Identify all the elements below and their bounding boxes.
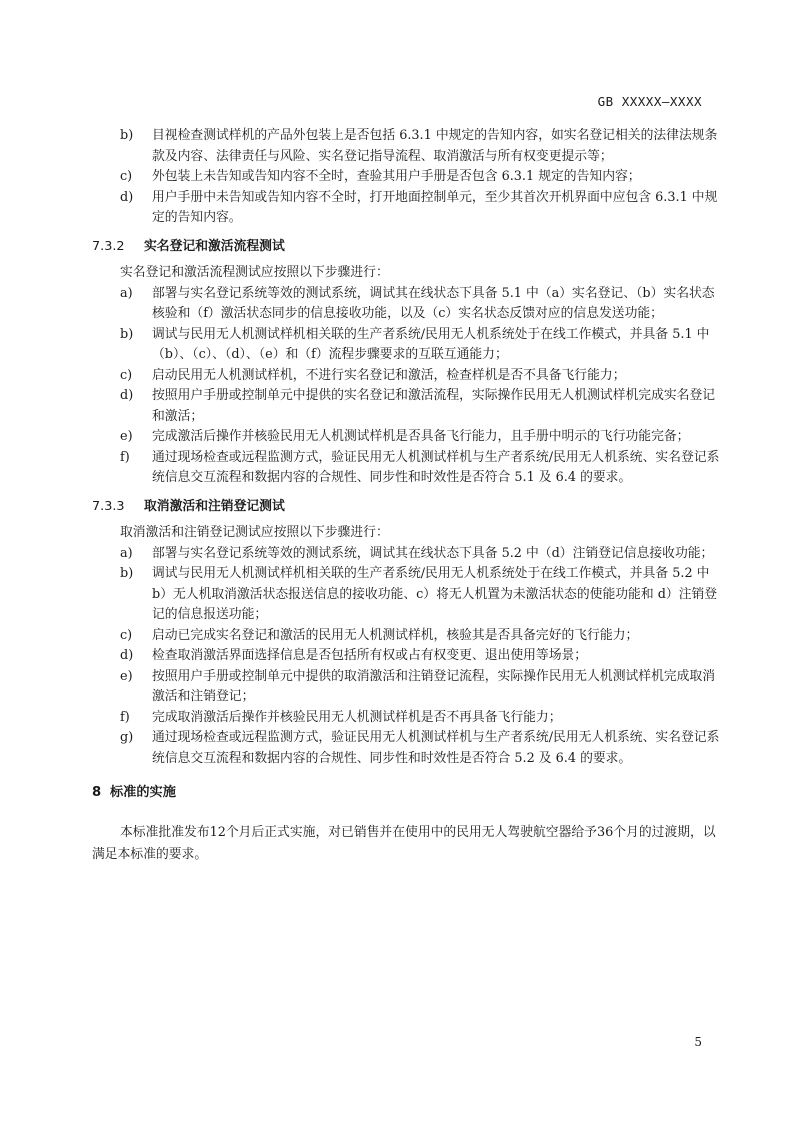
list-item-text: 通过现场检查或远程监测方式，验证民用无人机测试样机与生产者系统/民用无人机系统、实名登记系统信息交互流程和数据内容的合规性、同步性和时效性是否符合 5.1 及 6.4 的要求。 [152,449,720,485]
section-number: 7.3.2 [92,238,125,254]
list-item [92,448,722,489]
list-item [92,386,722,427]
list-item-text: 目视检查测试样机的产品外包装上是否包括 6.3.1 中规定的告知内容，如实名登记相关的法律法规条款及内容、法律责任与风险、实名登记指导流程、取消激活与所有权变更提示等； [152,128,718,164]
list-item-text: 外包装上未告知或告知内容不全时，查验其用户手册是否包含 6.3.1 规定的告知内容； [152,169,641,184]
list-item-label: d) [120,648,134,663]
top-item-list [92,126,722,229]
list-item [92,564,722,626]
step-list-7-3-3 [92,544,722,770]
list-item-text: 调试与民用无人机测试样机相关联的生产者系统/民用无人机系统处于在线工作模式，并具备 5.2 中 b）无人机取消激活状态报送信息的接收功能、c）将无人机置为未激活状态的使能功能和 d）注销登记的信息报送功能； [152,566,718,622]
section-number: 7.3.3 [92,498,125,514]
list-item-text: 启动民用无人机测试样机，不进行实名登记和激活，检查样机是否不具备飞行能力； [152,367,626,383]
list-item [92,728,722,769]
list-item-label: b) [120,326,134,342]
list-item-text: 部署与实名登记系统等效的测试系统，调试其在线状态下具备 5.1 中（a）实名登记、（b）实名状态核验和（f）激活状态同步的信息接收功能，以及（c）实名状态反馈对应的信息发送功能； [152,285,715,321]
list-item-label: a) [120,545,133,561]
list-item-label: b) [120,566,134,581]
list-item-label: g) [120,730,134,745]
list-item-label: e) [120,668,133,684]
list-item-text: 部署与实名登记系统等效的测试系统，调试其在线状态下具备 5.2 中（d）注销登记信息接收功能； [152,545,714,561]
section-intro: 取消激活和注销登记测试应按照以下步骤进行： [120,525,389,540]
page-number: 5 [694,1035,702,1049]
list-item-label: c) [120,627,133,643]
list-item-label: f) [120,449,130,465]
section-heading-7-3-2 [92,237,722,258]
section-heading-7-3-3 [92,497,722,518]
list-item [92,167,722,188]
list-item-label: a) [120,285,133,301]
list-item [92,188,722,229]
page-content [92,126,722,866]
list-item-label: d) [120,189,134,205]
standard-code: GB XXXXX—XXXX [597,94,702,109]
list-item-text: 启动已完成实名登记和激活的民用无人机测试样机，核验其是否具备完好的飞行能力； [152,627,639,643]
list-item [92,544,722,565]
list-item-text: 完成激活后操作并核验民用无人机测试样机是否具备飞行能力，且手册中明示的飞行功能完备； [152,429,690,444]
list-item-text: 调试与民用无人机测试样机相关联的生产者系统/民用无人机系统处于在线工作模式，并具备 5.1 中（b）、（c）、（d）、（e）和（f）流程步骤要求的互联互通能力； [152,326,710,362]
list-item [92,708,722,729]
list-item-label: d) [120,388,134,403]
chapter-number: 8 [92,785,102,800]
list-item [92,284,722,325]
list-item-text: 按照用户手册或控制单元中提供的取消激活和注销登记流程，实际操作民用无人机测试样机完成取消激活和注销登记； [152,668,716,704]
list-item-label: c) [120,367,133,383]
list-item-text: 检查取消激活界面选择信息是否包括所有权或占有权变更、退出使用等场景； [152,648,588,663]
section-title: 取消激活和注销登记测试 [144,498,285,514]
list-item-text: 按照用户手册或控制单元中提供的实名登记和激活流程，实际操作民用无人机测试样机完成实名登记和激活； [152,388,716,424]
list-item [92,427,722,448]
list-item [92,325,722,366]
list-item-text: 用户手册中未告知或告知内容不全时，打开地面控制单元，至少其首次开机界面中应包含 6.3.1 中规定的告知内容。 [152,189,718,225]
section-intro: 实名登记和激活流程测试应按照以下步骤进行： [120,265,389,280]
list-item-label: e) [120,429,133,444]
list-item [92,646,722,667]
list-item [92,126,722,167]
list-item [92,667,722,708]
list-item-label: f) [120,709,130,725]
section-title: 实名登记和激活流程测试 [144,238,285,254]
list-item-text: 完成取消激活后操作并核验民用无人机测试样机是否不再具备飞行能力； [152,709,562,725]
list-item [92,366,722,387]
implementation-paragraph: 本标准批准发布12个月后正式实施，对已销售并在使用中的民用无人驾驶航空器给予36个月的过渡期，以满足本标准的要求。 [92,824,716,862]
list-item [92,626,722,647]
list-item-label: c) [120,169,133,184]
list-item-label: b) [120,128,134,143]
step-list-7-3-2 [92,284,722,489]
chapter-title: 标准的实施 [110,785,176,800]
chapter-heading-8 [92,783,722,804]
list-item-text: 通过现场检查或远程监测方式，验证民用无人机测试样机与生产者系统/民用无人机系统、实名登记系统信息交互流程和数据内容的合规性、同步性和时效性是否符合 5.2 及 6.4 的要求。 [152,730,720,766]
